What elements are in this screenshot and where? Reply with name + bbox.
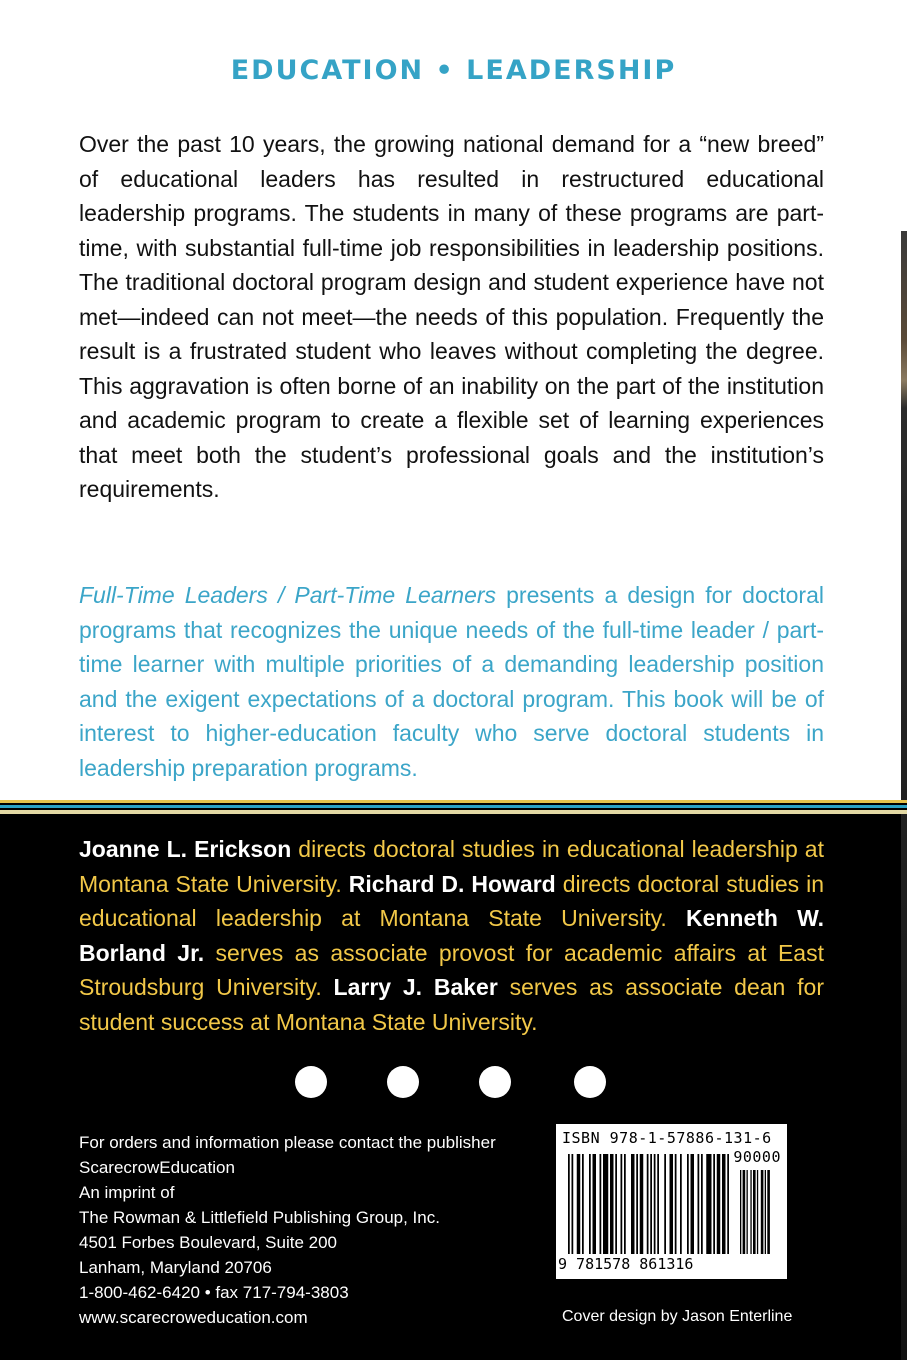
category-heading: EDUCATION • LEADERSHIP xyxy=(230,55,677,86)
ean-digits: 9 781578 861316 xyxy=(558,1255,694,1273)
price-barcode-bars xyxy=(740,1170,780,1254)
contact-line: Lanham, Maryland 20706 xyxy=(79,1258,272,1277)
author-bio: directs doctoral studies in educational leadership at Montana State University. xyxy=(79,836,824,897)
isbn-label: ISBN 978-1-57886-131-6 xyxy=(562,1129,772,1147)
summary-paragraph xyxy=(79,578,824,785)
author-name: Kenneth W. Borland Jr. xyxy=(79,905,824,966)
spine-edge-strip xyxy=(901,0,907,1360)
contact-line: 1-800-462-6420 • fax 717-794-3803 xyxy=(79,1283,349,1302)
dot-ornament xyxy=(295,1066,327,1098)
publisher-contact xyxy=(79,1130,496,1330)
author-name: Larry J. Baker xyxy=(333,974,498,1000)
cover-design-credit: Cover design by Jason Enterline xyxy=(562,1308,793,1325)
author-bio: directs doctoral studies in educational leadership at Montana State University. xyxy=(79,870,824,931)
contact-line: The Rowman & Littlefield Publishing Group, Inc. xyxy=(79,1208,440,1227)
contact-line: For orders and information please contact the publisher xyxy=(79,1133,496,1152)
contact-line: ScarecrowEducation xyxy=(79,1158,235,1177)
author-bios xyxy=(79,832,824,1039)
dot-ornament xyxy=(574,1066,606,1098)
author-name: Richard D. Howard xyxy=(348,870,556,897)
author-bio: serves as associate dean for student success at Montana State University. xyxy=(79,974,824,1035)
contact-line: An imprint of xyxy=(79,1183,175,1202)
price-code: 90000 xyxy=(733,1148,781,1166)
dot-ornament xyxy=(479,1066,511,1098)
contact-line: 4501 Forbes Boulevard, Suite 200 xyxy=(79,1233,338,1252)
isbn-barcode xyxy=(556,1124,787,1279)
summary-text: presents a design for doctoral programs that recognizes the unique needs of the full-time leader / part-time learner with multiple priorities of a demanding leadership position and the exigent expectations of a doctoral program. This book will be of interest to higher-education faculty who serve doctoral students in leadership preparation programs. xyxy=(79,582,824,781)
contact-line: www.scarecroweducation.com xyxy=(79,1308,308,1327)
author-name: Joanne L. Erickson xyxy=(79,836,292,862)
barcode-bars xyxy=(568,1154,734,1254)
author-bio: serves as associate provost for academic affairs at East Stroudsburg University. xyxy=(79,939,824,1000)
divider-stripes xyxy=(0,800,907,814)
dot-ornament xyxy=(387,1066,419,1098)
description-paragraph: Over the past 10 years, the growing national demand for a “new breed” of educational leaders has resulted in restructured educational leadership programs. The students in many of these programs are part-time, with substantial full-time job responsibilities in leadership positions. The traditional doctoral program design and student experience have not met—indeed can not meet—the needs of this population. Frequently the result is a frustrated student who leaves without completing the degree. This aggravation is often borne of an inability on the part of the institution and academic program to create a flexible set of learning experiences that meet both the student’s professional goals and the institution’s requirements. xyxy=(79,131,824,502)
book-title: Full-Time Leaders / Part-Time Learners xyxy=(79,582,497,608)
